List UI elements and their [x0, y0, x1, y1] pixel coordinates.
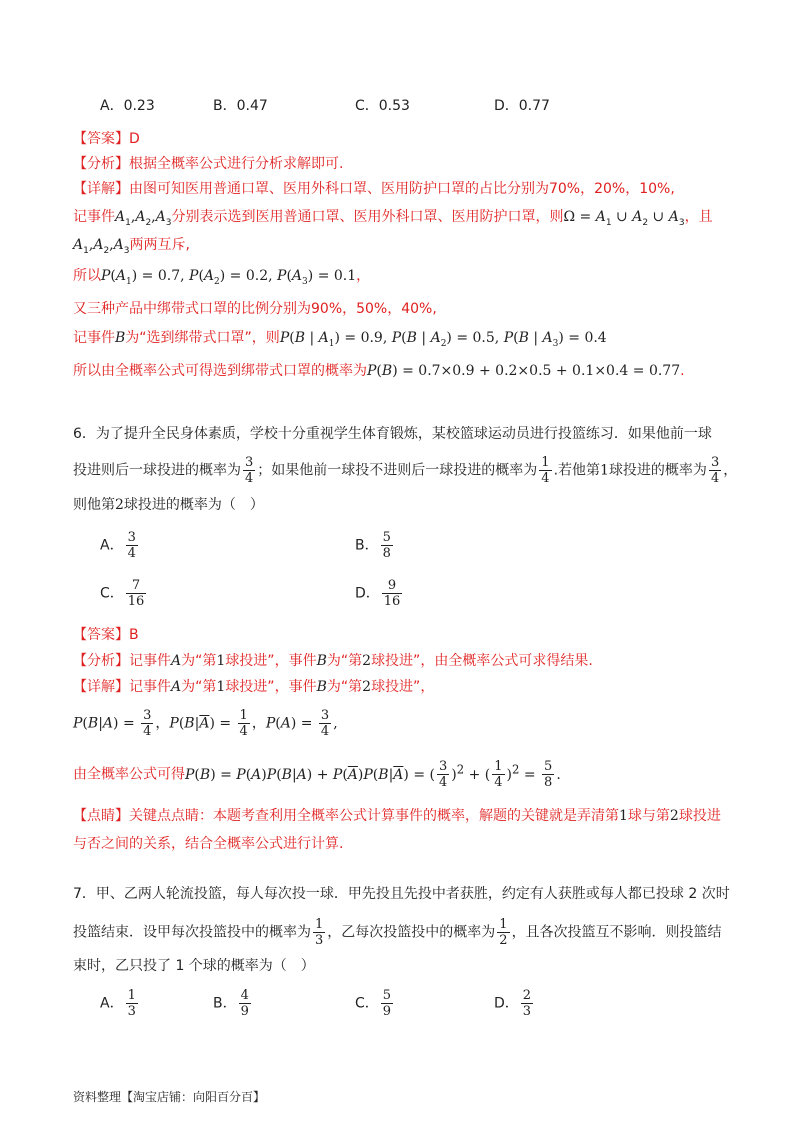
q5-detail-3: $A_1,A_2,A_3$两两互斥,: [73, 237, 190, 256]
q7-option-b: B． $\frac{4}{9}$: [213, 988, 249, 1019]
q5-option-c: C．0.53: [355, 98, 410, 114]
q5-detail-6: 记事件B为“选到绑带式口罩”，则P(B | $A_1) = 0.9$, P(B | $A_2) = 0.5$, P(B | $A_3) = 0.4$: [73, 330, 607, 349]
q6-analysis: 【分析】记事件A为“第1球投进”，事件B为“第2球投进”，由全概率公式可求得结果.: [73, 653, 593, 669]
q6-stem-2: 投进则后一球投进的概率为 $\frac{3}{4}$ ；如果他前一球投不进则后一球投进的概率为 $\frac{1}{4}$ .若他第1球投进的概率为 $\frac{3}{4}$ ，: [73, 455, 738, 486]
q5-detail-5: 又三种产品中绑带式口罩的比例分别为90%，50%，40%,: [73, 301, 437, 317]
q5-option-b: B．0.47: [213, 98, 268, 114]
q7-option-a: A． $\frac{1}{3}$: [100, 988, 136, 1019]
q7-option-d: D． $\frac{2}{3}$: [494, 988, 532, 1019]
page-footer: 资料整理【淘宝店铺：向阳百分百】: [73, 1090, 266, 1104]
q5-analysis: 【分析】根据全概率公式进行分析求解即可.: [73, 156, 344, 172]
q5-option-d: D．0.77: [494, 98, 550, 114]
q7-stem-2: 投篮结束．设甲每次投篮投中的概率为 $\frac{1}{3}$ ，乙每次投篮投中的概率为 $\frac{1}{2}$ ，且各次投篮互不影响．则投篮结: [73, 917, 722, 948]
q6-option-b: B． $\frac{5}{8}$: [355, 530, 391, 561]
q7-stem-3: 束时，乙只投了 1 个球的概率为（ ）: [73, 958, 315, 974]
q6-option-c: C． $\frac{7}{16}$: [100, 578, 145, 609]
q6-stem-1: 6．为了提升全民身体素质，学校十分重视学生体育锻炼，某校篮球运动员进行投篮练习．如果他前一球: [73, 426, 712, 442]
q5-option-a: A．0.23: [100, 98, 155, 114]
q5-detail-7: 所以由全概率公式可得选到绑带式口罩的概率为P(B) = 0.7×0.9 + 0.2×0.5 + 0.1×0.4 = 0.77.: [73, 363, 685, 379]
q7-stem-1: 7．甲、乙两人轮流投篮，每人每次投一球．甲先投且先投中者获胜，约定有人获胜或每人都已投球 2 次时: [73, 886, 730, 902]
q6-point-1: 【点睛】关键点点睛：本题考查利用全概率公式计算事件的概率，解题的关键就是弄清第1球与第2球投进: [73, 808, 721, 824]
q6-probabilities: P(B|A) = $\frac{3}{4}$ ，$P(B|\overline{A})$ = $\frac{1}{4}$ ，P(A) = $\frac{3}{4}$ ,: [73, 708, 338, 739]
q5-detail-2: 记事件$A_1,A_2,A_3$分别表示选到医用普通口罩、医用外科口罩、医用防护口罩，则$\Omega = A_1$ ∪ $A_2$ ∪ $A_3$，且: [73, 209, 713, 228]
q5-answer: 【答案】D: [73, 131, 140, 147]
q6-point-2: 与否之间的关系，结合全概率公式进行计算.: [73, 836, 344, 852]
q5-detail-1: 【详解】由图可知医用普通口罩、医用外科口罩、医用防护口罩的占比分别为70%，20%，10%,: [73, 181, 675, 197]
q7-option-c: C． $\frac{5}{9}$: [355, 988, 392, 1019]
q6-option-a: A． $\frac{3}{4}$: [100, 530, 136, 561]
q5-detail-4: 所以$P(A_1) = 0.7$, $P(A_2) = 0.2$, $P(A_3) = 0.1$，: [73, 268, 371, 287]
q6-option-d: D． $\frac{9}{16}$: [355, 578, 401, 609]
q6-detail: 【详解】记事件A为“第1球投进”，事件B为“第2球投进”，: [73, 679, 435, 695]
fraction: $\frac{3}{4}$: [710, 455, 720, 486]
fraction: $\frac{1}{4}$: [541, 455, 550, 486]
q6-formula: 由全概率公式可得$P(B) = P(A)P(B|A) + P(\overline{A})P(B|\overline{A})$ = ( $\frac{3}{4}$ )$^2$ + ( $\frac{1}{4}$ )$^2$ = $\frac{5}{8}$ .: [73, 759, 561, 791]
q6-stem-3: 则他第2球投进的概率为（ ）: [73, 497, 264, 513]
fraction: $\frac{3}{4}$: [245, 455, 254, 486]
q6-answer: 【答案】B: [73, 627, 139, 643]
